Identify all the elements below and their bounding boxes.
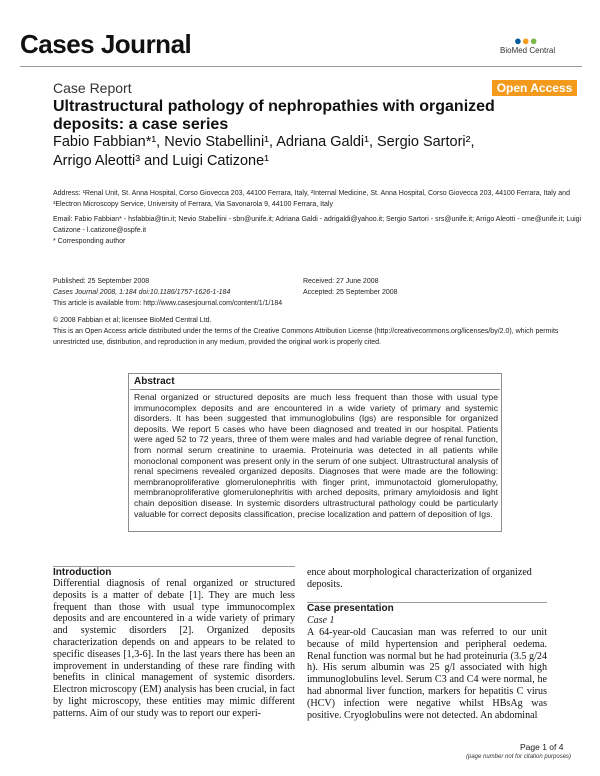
intro-continuation: ence about morphological characterization of organized deposits. (307, 567, 532, 590)
copyright-block (53, 315, 583, 348)
license-text: This is an Open Access article distributed under the terms of the Creative Commons Attribution License (http://creativecommons.org/licenses/by/2.0), which permits unrestricted use, distribution, and reproduction in any medium, provided the original work is properly cited. (53, 328, 559, 346)
open-access-badge: Open Access (492, 80, 577, 96)
page-number: Page 1 of 4 (520, 742, 564, 752)
intro-body: Differential diagnosis of renal organized or structured deposits is a matter of debate [1]. They are much less frequent than those with usual type immunocomplex deposits and are encountered in a wide variety of primary and systemic disorders [2]. Organized deposits characterization depends on and appears to be related to specific diseases [1,3-6]. In the last years there has been an improvement in understanding of these rare finding with benefits in clinical management of systemic disorders. Electron microscopy (EM) analysis has been crucial, in fact by light microscopy, these entities may mimic different patterns. Aim of our study was to report our experi- (53, 578, 295, 719)
accepted-date: Accepted: 25 September 2008 (303, 289, 398, 296)
published-date: Published: 25 September 2008 (53, 278, 150, 285)
header-rule (20, 66, 582, 67)
author-list (53, 133, 523, 171)
article-title: Ultrastructural pathology of nephropathies with organized deposits: a case series (53, 98, 495, 133)
history-meta (303, 276, 563, 298)
abstract-body: Renal organized or structured deposits are much less frequent than those with usual type immunocomplex deposits and are encountered in a wide variety of primary and systemic disorders. It has been suggested that immunoglobulins (Igs) are responsible for organized deposits. We report 5 cases who have been diagnosed and treated in our hospital. Patients were aged 52 to 72 years, three of them were males and had variable degree of renal function, from normal serum creatinine to uraemia. Proteinuria was detected in all patients while monoclonal component was present only in the serum of one subject. Ultrastructural analysis of renal specimens revealed organized deposits. Diagnoses that were made are the following: membranoproliferative glomerulonephritis with finger print, immunotactoid glomerulopathy, membranoproliferative glomerulonephritis with arched deposits, primary amyloidosis and light chain deposition disease. In systemic disorders ultrastructural pathology could be particularly valuable for correct deposits classification, precise localization and pattern of deposition of Igs. (134, 392, 498, 519)
logo-text: BioMed Central (500, 46, 556, 55)
affiliations: Address: ¹Renal Unit, St. Anna Hospital, Corso Giovecca 203, 44100 Ferrara, Italy, ²Internal Medicine, St. Anna Hospital, Corso Giovecca 203, 44100 Ferrara, Italy and ³Electron Microscopy Service, University of Ferrara, Via Savonarola 9, 44100 Ferrara, Italy (53, 190, 570, 208)
corresponding-note: * Corresponding author (53, 238, 126, 245)
case-1-subheading: Case 1 (307, 615, 335, 626)
intro-heading: Introduction (53, 567, 112, 578)
abstract-heading: Abstract (134, 376, 175, 387)
authors-line-2: Arrigo Aleotti³ and Luigi Catizone¹ (53, 153, 270, 169)
available-url[interactable]: This article is available from: http://www.casesjournal.com/content/1/1/184 (53, 300, 283, 307)
author-emails (53, 214, 583, 247)
received-date: Received: 27 June 2008 (303, 278, 379, 285)
email-list[interactable]: Email: Fabio Fabbian* - hsfabbia@tin.it; Nevio Stabellini - sbn@unife.it; Adriana Galdi - adrigaldi@yahoo.it; Sergio Sartori - srs@unife.it; Arrigo Aleotti - cme@unife.it; Luigi Catizone - l.catizone@ospfe.it (53, 216, 582, 234)
logo-mark-icon: ●●● (514, 33, 538, 48)
case-1-body: A 64-year-old Caucasian man was referred to our unit because of mild hypertension and peripheral oedema. Renal function was normal but he had proteinuria (3.5 g/24 h). His serum albumin was 25 g/l associated with high immunoglobulins level. Serum C3 and C4 were normal, he had abnormal liver function, markers for hepatitis C virus (HCV) infection were negative whilst HBsAg was positive. Cryoglobulins were not detected. An abdominal (307, 627, 547, 721)
publication-meta (53, 276, 303, 309)
copyright-line: © 2008 Fabbian et al; licensee BioMed Central Ltd. (53, 317, 212, 324)
abstract-rule (130, 389, 500, 390)
authors-line-1: Fabio Fabbian*¹, Nevio Stabellini¹, Adriana Galdi¹, Sergio Sartori², (53, 134, 475, 150)
biomed-central-logo[interactable] (500, 33, 580, 57)
case-presentation-heading: Case presentation (307, 603, 394, 614)
citation: Cases Journal 2008, 1:184 doi:10.1186/1757-1626-1-184 (53, 289, 231, 296)
journal-title: Cases Journal (20, 29, 192, 59)
page-note: (page number not for citation purposes) (466, 754, 572, 760)
article-type: Case Report (53, 80, 132, 96)
